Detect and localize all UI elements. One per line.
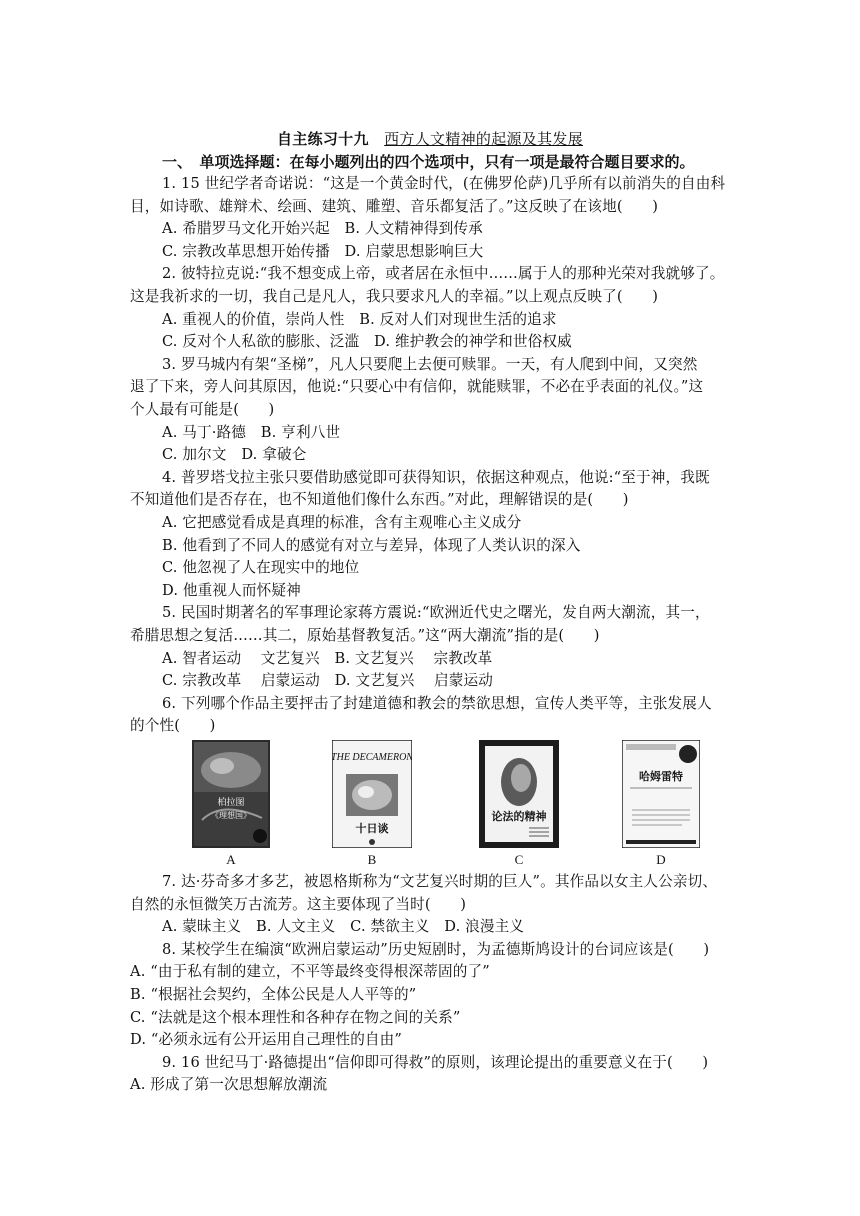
text-line: A. “由于私有制的建立，不平等最终变得根深蒂固的了”: [130, 963, 490, 981]
text-line: 7. 达·芬奇多才多艺，被恩格斯称为“文艺复兴时期的巨人”。其作品以女主人公亲切、: [162, 873, 718, 890]
text-line: A. 重视人的价值，崇尚人性 B. 反对人们对现世生活的追求: [162, 310, 557, 328]
text-line: C. “法就是这个根本理性和各种存在物之间的关系”: [130, 1008, 461, 1026]
text-line: 退了下来，旁人问其原因，他说:“只要心中有信仰，就能赎罪，不必在乎表面的礼仪。”这: [130, 378, 704, 396]
text-line: D. 他重视人而怀疑神: [162, 581, 301, 599]
text-line: 2. 彼特拉克说:“我不想变成上帝，或者居在永恒中……属于人的那种光荣对我就够了。: [162, 265, 725, 283]
text-line: 这是我祈求的一切，我自己是凡人，我只要求凡人的幸福。”以上观点反映了( ): [130, 288, 659, 305]
text-line: A. 希腊罗马文化开始兴起 B. 人文精神得到传承: [162, 220, 483, 238]
text-line: C. 反对个人私欲的膨胀、泛滥 D. 维护教会的神学和世俗权威: [162, 333, 572, 351]
svg-text:THE DECAMERON: THE DECAMERON: [332, 752, 412, 763]
svg-text:《理想国》: 《理想国》: [211, 811, 251, 820]
text-line: 4. 普罗塔戈拉主张只要借助感觉即可获得知识，依据这种观点，他说:“至于神，我既: [162, 468, 710, 486]
option-label-c: C: [514, 852, 524, 867]
book-cover-spirit-of-laws: [479, 740, 559, 852]
title-topic: 西方人文精神的起源及其发展: [384, 130, 584, 148]
svg-text:哈姆雷特: 哈姆雷特: [639, 770, 683, 783]
text-line: 个人最有可能是( ): [130, 401, 275, 418]
text-line: 目，如诗歌、雄辩术、绘画、建筑、雕塑、音乐都复活了。”这反映了在该地( ): [130, 197, 659, 215]
book-cover-hamlet: [622, 740, 700, 852]
text-line: 希腊思想之复活……其二，原始基督教复活。”这“两大潮流”指的是( ): [130, 627, 600, 644]
text-line: C. 宗教改革 启蒙运动 D. 文艺复兴 启蒙运动: [162, 672, 493, 690]
text-line: C. 他忽视了人在现实中的地位: [162, 559, 360, 577]
text-line: 5. 民国时期著名的军事理论家蒋方震说:“欧洲近代史之曙光，发自两大潮流，其一，: [162, 604, 710, 622]
text-line: 的个性( ): [130, 717, 216, 735]
text-line: 不知道他们是否存在，也不知道他们像什么东西。”对此，理解错误的是( ): [130, 491, 629, 509]
option-label-a: A: [226, 852, 236, 867]
option-label-d: D: [656, 852, 666, 867]
svg-text:柏拉图: 柏拉图: [217, 798, 245, 808]
text-line: C. 宗教改革思想开始传播 D. 启蒙思想影响巨大: [162, 242, 484, 260]
text-line: B. “根据社会契约，全体公民是人人平等的”: [130, 986, 417, 1003]
svg-text:十日谈: 十日谈: [355, 822, 389, 835]
text-line: A. 它把感觉看成是真理的标准，含有主观唯心主义成分: [162, 514, 522, 531]
text-line: 8. 某校学生在编演“欧洲启蒙运动”历史短剧时，为孟德斯鸠设计的台词应该是( ): [162, 940, 710, 958]
text-line: A. 智者运动 文艺复兴 B. 文艺复兴 宗教改革: [162, 649, 493, 667]
text-line: A. 形成了第一次思想解放潮流: [130, 1076, 328, 1094]
book-cover-decameron: [332, 740, 412, 852]
svg-text:论法的精神: 论法的精神: [491, 810, 547, 823]
text-line: 6. 下列哪个作品主要抨击了封建道德和教会的禁欲思想，宣传人类平等，主张发展人: [162, 694, 712, 712]
text-line: D. “必须永远有公开运用自己理性的自由”: [130, 1031, 403, 1049]
text-line: A. 马丁·路德 B. 亨利八世: [162, 423, 341, 441]
text-line: A. 蒙昧主义 B. 人文主义 C. 禁欲主义 D. 浪漫主义: [162, 918, 525, 936]
text-line: 9. 16 世纪马丁·路德提出“信仰即可得救”的原则，该理论提出的重要意义在于( ): [162, 1053, 709, 1071]
text-line: 1. 15 世纪学者奇诺说：“这是一个黄金时代，(在佛罗伦萨)几乎所有以前消失的自由科: [162, 175, 726, 192]
book-cover-republic: [192, 740, 270, 852]
text-line: C. 加尔文 D. 拿破仑: [162, 446, 307, 464]
title-main: 自主练习十九: [276, 130, 369, 148]
option-label-b: B: [367, 852, 377, 867]
text-line: B. 他看到了不同人的感觉有对立与差异，体现了人类认识的深入: [162, 536, 581, 554]
page-title: [0, 128, 860, 149]
text-line: 自然的永恒微笑万古流芳。这主要体现了当时( ): [130, 895, 467, 913]
text-line: 3. 罗马城内有架“圣梯”，凡人只要爬上去便可赎罪。一天，有人爬到中间，又突然: [162, 355, 698, 373]
section-heading: 一、 单项选择题：在每小题列出的四个选项中，只有一项是最符合题目要求的。: [162, 153, 695, 171]
book-options: [0, 740, 860, 865]
